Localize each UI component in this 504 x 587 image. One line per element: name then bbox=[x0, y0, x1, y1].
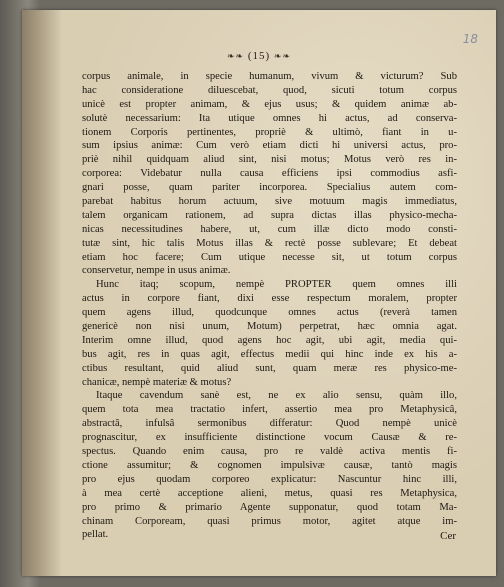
text-line: etiam hoc facere; Cum utique necesse sit, ut totum corpus bbox=[82, 251, 457, 263]
text-line: Hunc itaq; scopum, nempè PROPTER quem omnes illi bbox=[96, 279, 457, 291]
text-line: bus agit, res in quas agit, effectus medii qui hinc inde ex his a- bbox=[82, 348, 457, 360]
text-line: pro primo & primario Agente supponatur, quod totam Ma- bbox=[82, 501, 457, 513]
text-line: conservetur, nempe in usus animæ. bbox=[82, 265, 231, 277]
text-line: sum ipsius animæ: Cum verò etiam dicti hi universi actus, pro- bbox=[82, 140, 457, 152]
text-line: chanicæ, nempè materiæ & motus? bbox=[82, 376, 232, 388]
text-line: talem organicam rationem, ad supra dictas illas physico-mecha- bbox=[82, 209, 457, 221]
text-line: nicas necessitudines habere, ut, cum illæ dicto modo consti- bbox=[82, 223, 457, 235]
text-line: hac consideratione diluescebat, quod, sicuti totum corpus bbox=[82, 84, 457, 96]
text-line: abstractâ, infulsâ sermonibus differatur: Quod nempè unicè bbox=[82, 418, 457, 430]
text-line: corporea: Videbatur nulla causa efficiens ipsi commodius asfi- bbox=[82, 168, 457, 180]
text-line: genericè non nisi unum, Motum) perpetrat, hæc omnia agat. bbox=[82, 321, 457, 333]
text-line: chinam Corpoream, quasi primus motor, agitet atque im- bbox=[82, 515, 457, 527]
text-line: spectus. Quando enim causa, pro re valdè activa mentis fi- bbox=[82, 446, 457, 458]
text-line: Interim omne illud, quod agens hoc agit, ubi agit, media qui- bbox=[82, 334, 457, 346]
text-line: quem tota mea tractatio infert, assertio mea pro Metaphysicâ, bbox=[82, 404, 457, 416]
page-header bbox=[22, 50, 496, 62]
text-line: tutæ sint, hic talis Motus illas & rectè posse sublevare; Et debeat bbox=[82, 237, 457, 249]
body-text bbox=[82, 70, 457, 542]
text-line: prognascitur, ex insufficiente distinctione vocum Causæ & re- bbox=[82, 432, 457, 444]
text-line: tionem Corporis pertinentes, propriè & ultimò, fiant in u- bbox=[82, 126, 457, 138]
text-line: ctibus resultant, quid aliud sunt, quam meræ res physico-me- bbox=[82, 362, 457, 374]
ornament-left-icon: ❧❧ bbox=[226, 51, 245, 61]
page-gutter-shadow bbox=[22, 10, 62, 576]
page-number: (15) bbox=[247, 50, 271, 62]
text-line: actus in corpore fiant, dixi esse respectum moralem, propter bbox=[82, 293, 457, 305]
text-line: corpus animale, in specie humanum, vivum & victurum? Sub bbox=[82, 71, 457, 82]
ornament-right-icon: ❧❧ bbox=[273, 51, 291, 61]
text-line: à mea certè acceptione alieni, metus, quasi res Metaphysica, bbox=[82, 487, 457, 499]
text-line: ctione assumitur; & cognomen impulsivæ causæ, tantò magis bbox=[82, 459, 457, 471]
text-line: quem agens illud, quodcunque omnes actus (reverà tamen bbox=[82, 307, 457, 319]
text-line: pro ejus quodam corporeo explicatur: Nascuntur hinc illi, bbox=[82, 473, 457, 485]
text-line: parebat habitus horum actuum, sive motuum magis immediatus, bbox=[82, 196, 457, 208]
text-line: priè nihil quidquam aliud sint, nisi motus; Motus verò res in- bbox=[82, 154, 457, 166]
text-line: gnari posse, quam pariter incorporea. Specialius autem com- bbox=[82, 182, 457, 194]
archive-page-number: 18 bbox=[462, 32, 478, 46]
book-page bbox=[22, 10, 496, 576]
text-line: Itaque cavendum sanè est, ne ex alio sensu, quàm illo, bbox=[96, 390, 457, 402]
text-line: unicè est propter animam, & ejus usus; & quidem animæ ab- bbox=[82, 98, 457, 110]
text-line: pellat. bbox=[82, 529, 109, 541]
catchword: Cer bbox=[440, 530, 456, 542]
text-line: solutè necessarium: Ita utique omnes hi actus, ad conserva- bbox=[82, 112, 457, 124]
